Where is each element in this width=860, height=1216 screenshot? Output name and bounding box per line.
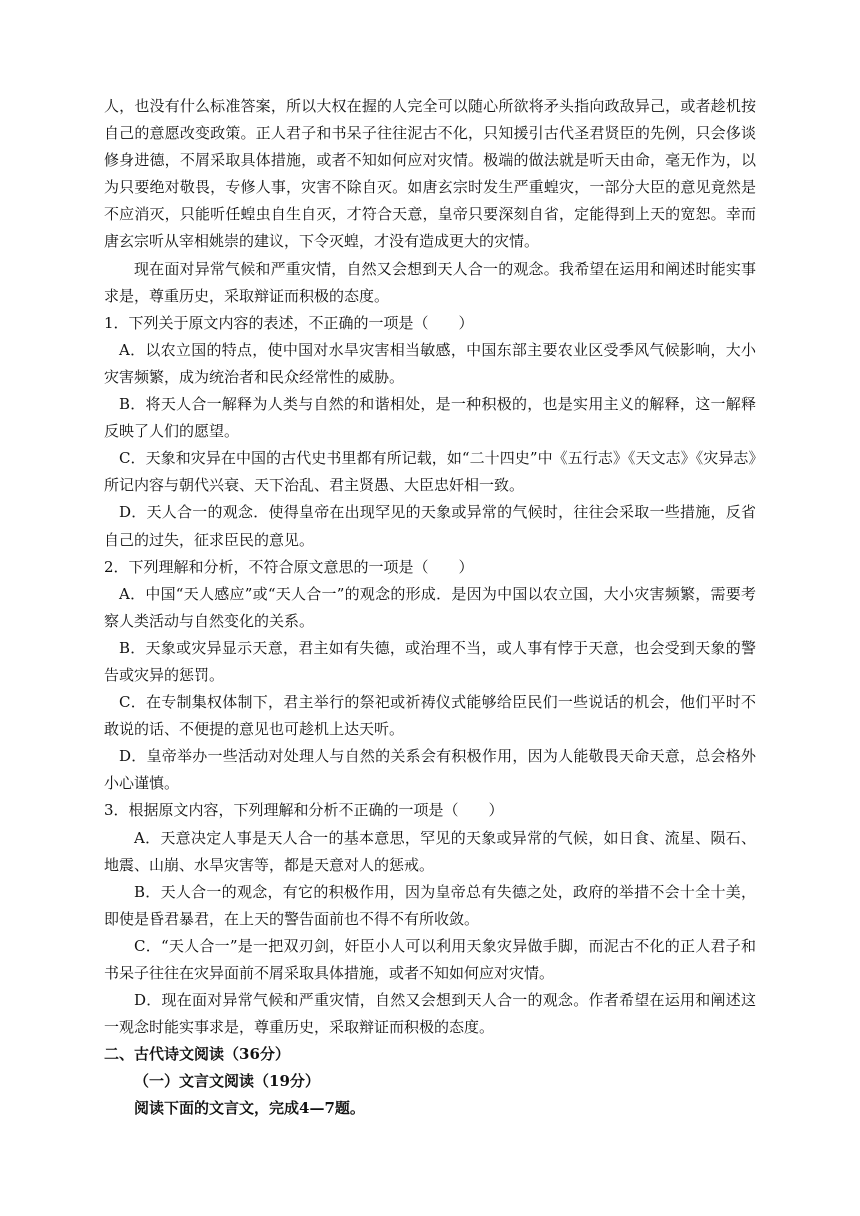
section-instruction: 阅读下面的文言文，完成4—7题。 xyxy=(134,1099,365,1118)
answer-option: B．天象或灾异显示天意，君主如有失德，或治理不当，或人事有悖于天意，也会受到天象的警告或灾异的惩罚。 xyxy=(104,638,756,684)
answer-option: B．天人合一的观念，有它的积极作用，因为皇帝总有失德之处，政府的举措不会十全十美，即使是昏君暴君，在上天的警告面前也不得不有所收敛。 xyxy=(104,882,756,928)
answer-option: D．天人合一的观念．使得皇帝在出现罕见的天象或异常的气候时，往往会采取一些措施，反省自己的过失，征求臣民的意见。 xyxy=(104,503,756,549)
question-stem: 2．下列理解和分析，不符合原文意思的一项是（ ） xyxy=(104,557,474,576)
answer-option: A．中国“天人感应”或“天人合一”的观念的形成．是因为中国以农立国，大小灾害频繁，需要考察人类活动与自然变化的关系。 xyxy=(104,584,756,630)
document-body xyxy=(104,93,756,1123)
answer-option: C．在专制集权体制下，君主举行的祭祀或祈祷仪式能够给臣民们一些说话的机会，他们平时不敢说的话、不便提的意见也可趁机上达天听。 xyxy=(104,693,756,739)
answer-option: C．天象和灾异在中国的古代史书里都有所记载，如“二十四史”中《五行志》《天文志》《灾异志》所记内容与朝代兴衰、天下治乱、君主贤愚、大臣忠奸相一致。 xyxy=(104,449,756,495)
passage-paragraph: 人，也没有什么标准答案，所以大权在握的人完全可以随心所欲将矛头指向政敌异己，或者趁机按自己的意愿改变政策。正人君子和书呆子往往泥古不化，只知援引古代圣君贤臣的先例，只会侈谈修身进德，不屑采取具体措施，或者不知如何应对灾情。极端的做法就是听天由命，毫无作为，以为只要绝对敬畏，专修人事，灾害不除自灭。如唐玄宗时发生严重蝗灾，一部分大臣的意见竟然是不应消灭，只能听任蝗虫自生自灭，才符合天意，皇帝只要深刻自省，定能得到上天的宽恕。幸而唐玄宗听从宰相姚崇的建议，下令灭蝗，才没有造成更大的灾情。 xyxy=(104,97,756,251)
answer-option: D．皇帝举办一些活动对处理人与自然的关系会有积极作用，因为人能敬畏天命天意，总会格外小心谨慎。 xyxy=(104,747,756,793)
question-stem: 3．根据原文内容，下列理解和分析不正确的一项是（ ） xyxy=(104,801,504,820)
answer-option: A．以农立国的特点，使中国对水旱灾害相当敏感，中国东部主要农业区受季风气候影响，大小灾害频繁，成为统治者和民众经常性的威胁。 xyxy=(104,340,756,386)
passage-paragraph: 现在面对异常气候和严重灾情，自然又会想到天人合一的观念。我希望在运用和阐述时能实事求是，尊重历史，采取辩证而积极的态度。 xyxy=(104,259,756,305)
answer-option: C．“天人合一”是一把双刃剑，奸臣小人可以利用天象灾异做手脚，而泥古不化的正人君子和书呆子往往在灾异面前不屑采取具体措施，或者不知如何应对灾情。 xyxy=(104,936,756,982)
answer-option: D．现在面对异常气候和严重灾情，自然又会想到天人合一的观念。作者希望在运用和阐述这一观念时能实事求是，尊重历史，采取辩证而积极的态度。 xyxy=(104,991,756,1037)
answer-option: A．天意决定人事是天人合一的基本意思，罕见的天象或异常的气候，如日食、流星、陨石、地震、山崩、水旱灾害等，都是天意对人的惩戒。 xyxy=(104,828,756,874)
section-heading: 二、古代诗文阅读（36分） xyxy=(104,1045,290,1064)
answer-option: B．将天人合一解释为人类与自然的和谐相处，是一种积极的，也是实用主义的解释，这一解释反映了人们的愿望。 xyxy=(104,395,756,441)
question-stem: 1．下列关于原文内容的表述，不正确的一项是（ ） xyxy=(104,313,474,332)
section-subheading: （一）文言文阅读（19分） xyxy=(134,1072,320,1091)
